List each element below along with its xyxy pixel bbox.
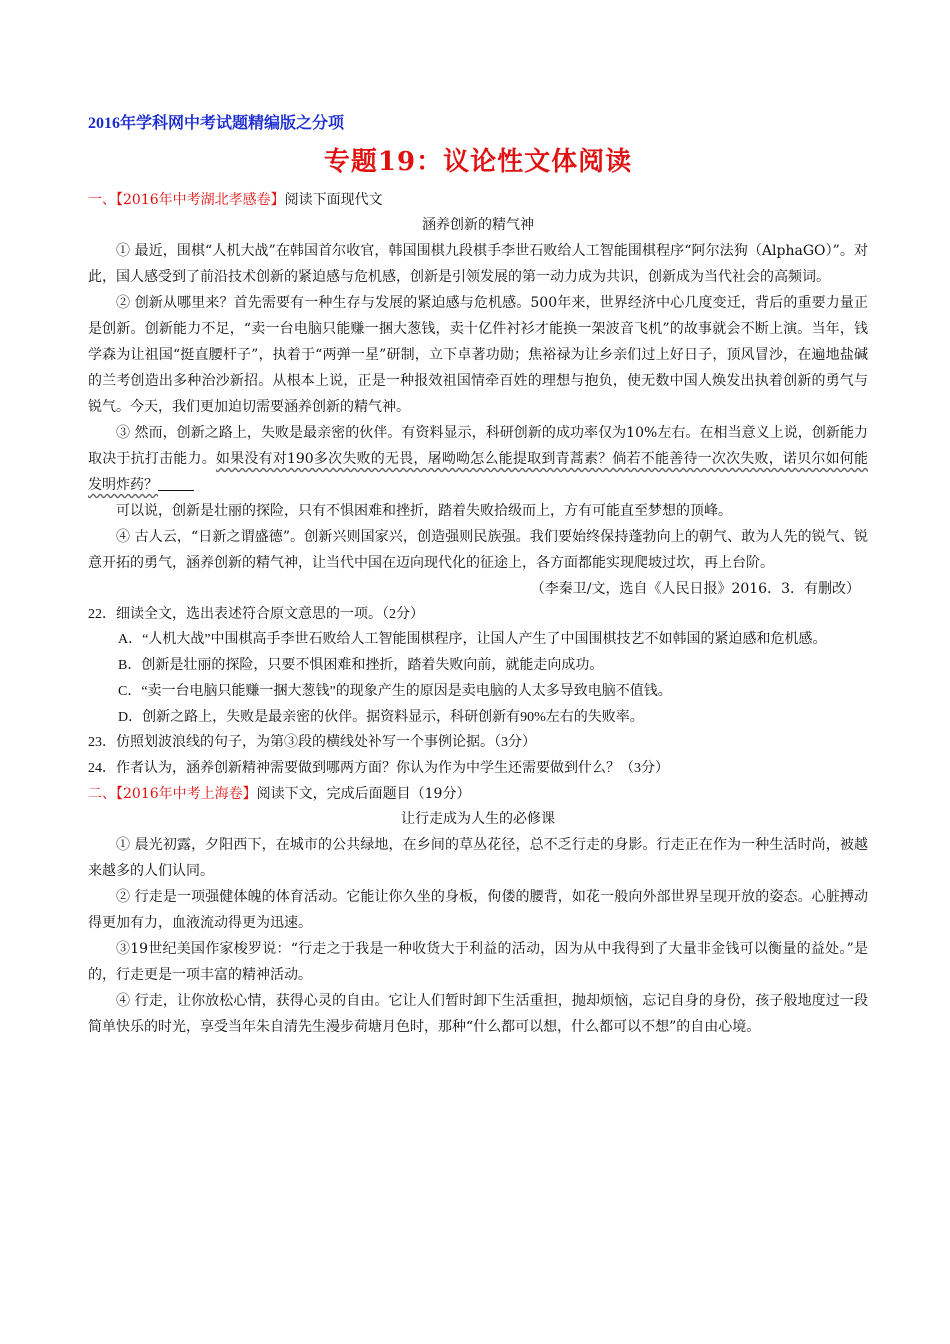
article-2-title: 让行走成为人生的必修课 [401,811,555,827]
article-1-title: 涵养创新的精气神 [422,217,534,233]
section-1-tag: 【2016年中考湖北孝感卷】 [116,192,285,208]
question-22-option-d: D．创新之路上，失败是最亲密的伙伴。据资料显示，科研创新有90%左右的失败率。 [118,710,644,725]
answer-blank[interactable] [158,476,194,491]
question-22-option-c: C．“卖一台电脑只能赚一捆大葱钱”的现象产生的原因是卖电脑的人太多导致电脑不值钱。 [118,684,672,699]
document-page [88,110,868,1040]
section-2-heading [88,782,868,806]
question-22: 22．细读全文，选出表述符合原文意思的一项。（2分） [88,607,424,622]
article-1-paragraph-1: ① 最近，围棋“人机大战”在韩国首尔收官，韩国围棋九段棋手李世石败给人工智能围棋程序“阿尔法狗（AlphaGO）”。对此，国人感受到了前沿技术创新的紧迫感与危机感，创新是引领发展的第一动力成为共识，创新成为当代社会的高频词。 [88,243,868,285]
question-23: 23．仿照划波浪线的句子，为第③段的横线处补写一个事例论据。（3分） [88,735,536,750]
section-1-prefix: 一、 [88,192,116,208]
paragraph-3-text: ③ 然而，创新之路上，失败是最亲密的伙伴。有资料显示，科研创新的成功率仅为10%左右。在相当意义上说，创新能力取决于抗打击能力。 [88,425,868,467]
section-1-instruction: 阅读下面现代文 [284,192,383,208]
section-2-instruction: 阅读下文，完成后面题目（19分） [256,786,471,802]
article-2-paragraph-1: ① 晨光初露，夕阳西下，在城市的公共绿地，在乡间的草丛花径，总不乏行走的身影。行走正在作为一种生活时尚，被越来越多的人们认同。 [88,837,868,879]
series-header: 2016年学科网中考试题精编版之分项 [88,115,345,132]
article-1-paragraph-3 [88,420,868,498]
article-2-paragraph-2: ② 行走是一项强健体魄的体育活动。它能让你久坐的身板，佝偻的腰背，如花一般向外部世界呈现开放的姿态。心脏搏动得更加有力，血液流动得更为迅速。 [88,889,868,931]
article-2-paragraph-4: ④ 行走，让你放松心情，获得心灵的自由。它让人们暂时卸下生活重担，抛却烦恼，忘记自身的身份，孩子般地度过一段简单快乐的时光，享受当年朱自清先生漫步荷塘月色时，那种“什么都可以想，什么都可以不想”的自由心境。 [88,993,868,1035]
section-2-prefix: 二、 [88,786,116,802]
page-title: 专题19：议论性文体阅读 [323,147,633,177]
article-2-paragraph-3: ③19世纪美国作家梭罗说：“行走之于我是一种收货大于利益的活动，因为从中我得到了大量非金钱可以衡量的益处。”是的，行走更是一项丰富的精神活动。 [88,941,868,983]
wavy-underlined-sentence: 如果没有对190多次失败的无畏，屠呦呦怎么能提取到青蒿素？倘若不能善待一次次失败，诺贝尔如何能发明炸药？ [88,451,868,493]
article-1-source: （李秦卫/文，选自《人民日报》2016．3．有删改） [530,581,860,597]
question-24: 24．作者认为，涵养创新精神需要做到哪两方面？你认为作为中学生还需要做到什么？（3分） [88,761,669,776]
section-1-heading [88,188,868,212]
section-2-tag: 【2016年中考上海卷】 [116,786,257,802]
question-22-option-a: A．“人机大战”中围棋高手李世石败给人工智能围棋程序，让国人产生了中国围棋技艺不如韩国的紧迫感和危机感。 [118,632,827,647]
article-1-paragraph-3b: 可以说，创新是壮丽的探险，只有不惧困难和挫折，踏着失败拾级而上，方有可能直至梦想的顶峰。 [116,503,732,519]
article-1-paragraph-4: ④ 古人云，“日新之谓盛德”。创新兴则国家兴，创造强则民族强。我们要始终保持蓬勃向上的朝气、敢为人先的锐气、锐意开拓的勇气，涵养创新的精气神，让当代中国在迈向现代化的征途上，各方面都能实现爬坡过坎，再上台阶。 [88,529,868,571]
question-22-option-b: B．创新是壮丽的探险，只要不惧困难和挫折，踏着失败向前，就能走向成功。 [118,658,604,673]
article-1-paragraph-2: ② 创新从哪里来？首先需要有一种生存与发展的紧迫感与危机感。500年来，世界经济中心几度变迁，背后的重要力量正是创新。创新能力不足，“卖一台电脑只能赚一捆大葱钱，卖十亿件衬衫才能换一架波音飞机”的故事就会不断上演。当年，钱学森为让祖国“挺直腰杆子”，执着于“两弹一星”研制，立下卓著功勋；焦裕禄为让乡亲们过上好日子，顶风冒沙，在遍地盐碱的兰考创造出多种治沙新招。从根本上说，正是一种报效祖国情牵百姓的理想与抱负，使无数中国人焕发出执着创新的勇气与锐气。今天，我们更加迫切需要涵养创新的精气神。 [88,295,868,415]
